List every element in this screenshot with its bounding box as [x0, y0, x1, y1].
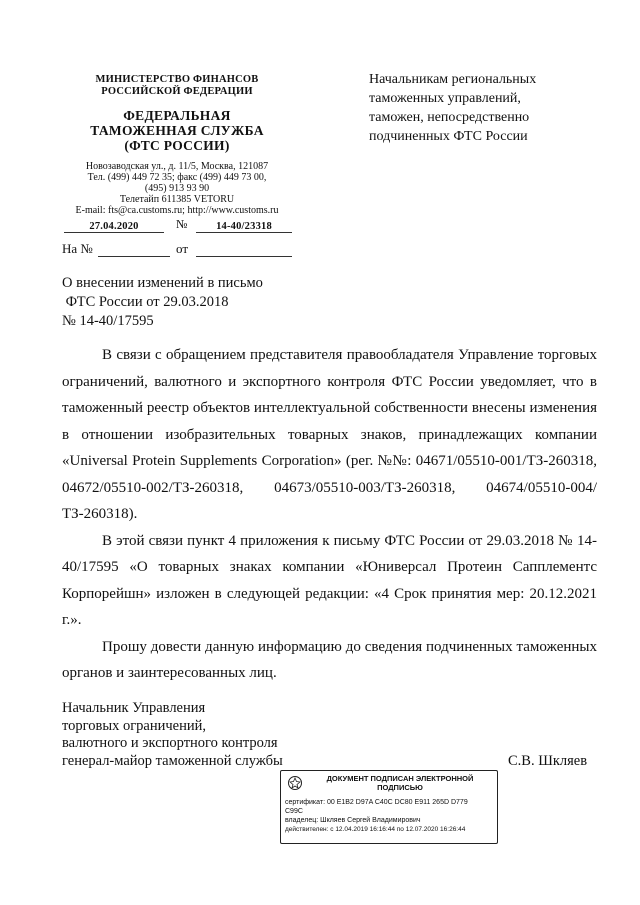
stamp-validity: действителен: с 12.04.2019 16:16:44 по 12.07.2020 16:26:44	[285, 826, 466, 833]
address-line-1: Новозаводская ул., д. 11/5, Москва, 121087	[85, 161, 269, 172]
address-line-5: E-mail: fts@ca.customs.ru; http://www.customs.ru	[75, 205, 279, 216]
ref-date-blank	[196, 241, 292, 257]
ref-from-label: от	[176, 241, 189, 256]
recipient-line-1: Начальникам региональных	[369, 72, 537, 87]
ref-number-blank	[98, 241, 170, 257]
subject-line-2: ФТС России от 29.03.2018	[62, 294, 229, 310]
reg-number-field	[196, 216, 292, 233]
reg-date-field	[64, 216, 164, 233]
emblem-icon	[287, 775, 303, 791]
letter-body	[62, 342, 597, 687]
recipient-line-2: таможенных управлений,	[369, 91, 521, 106]
reg-number-label: №	[176, 217, 188, 231]
signature-line-1: Начальник Управления	[62, 700, 206, 716]
service-line-1: ФЕДЕРАЛЬНАЯ	[123, 108, 231, 123]
subject-line-1: О внесении изменений в письмо	[62, 275, 263, 291]
reg-date: 27.04.2020	[89, 221, 139, 232]
signature-line-4: генерал-майор таможенной службы	[62, 752, 283, 769]
stamp-title-line-1: ДОКУМЕНТ ПОДПИСАН ЭЛЕКТРОННОЙ	[326, 774, 474, 783]
stamp-certificate-cont: C99C	[285, 808, 303, 815]
stamp-owner: владелец: Шкляев Сергей Владимирович	[285, 817, 421, 824]
service-line-3: (ФТС РОССИИ)	[124, 138, 230, 153]
recipient-line-4: подчиненных ФТС России	[369, 129, 528, 144]
address-line-2: Тел. (499) 449 72 35; факс (499) 449 73 00,	[87, 172, 267, 183]
ministry-line-1: МИНИСТЕРСТВО ФИНАНСОВ	[95, 74, 259, 85]
body-paragraph-3: Прошу довести данную информацию до сведения подчиненных таможенных органов и заинтересованных лиц.	[62, 638, 597, 681]
signature-line-2: торговых ограничений,	[62, 717, 206, 734]
subject-line-3: № 14-40/17595	[62, 313, 154, 329]
signature-line-3: валютного и экспортного контроля	[62, 735, 278, 751]
e-signature-stamp	[280, 770, 498, 844]
body-paragraph-2: В этой связи пункт 4 приложения к письму ФТС России от 29.03.2018 № 14-40/17595 «О товарных знаках компании «Юниверсал Протеин Сапплементс Корпорейшн» изложен в следующей редакции: «4 Срок принятия мер: 20.12.2021 г.».	[62, 532, 597, 628]
recipient-block	[369, 70, 609, 146]
recipient-line-3: таможен, непосредственно	[369, 110, 530, 125]
signature-block	[62, 700, 322, 770]
address-line-3: (495) 913 93 90	[144, 183, 210, 194]
stamp-title-line-2: ПОДПИСЬЮ	[377, 783, 423, 792]
sender-header	[62, 74, 292, 216]
ministry-line-2: РОССИЙСКОЙ ФЕДЕРАЦИИ	[101, 86, 253, 97]
ref-label: На №	[62, 241, 93, 256]
signatory-name: С.В. Шкляев	[508, 753, 588, 769]
reg-number: 14-40/23318	[216, 221, 272, 232]
subject-block	[62, 274, 362, 331]
stamp-certificate: сертификат: 00 E1B2 D97A C40C DC80 E911 265D D779	[285, 799, 468, 806]
service-line-2: ТАМОЖЕННАЯ СЛУЖБА	[90, 123, 264, 138]
body-paragraph-1: В связи с обращением представителя правообладателя Управление торговых ограничений, валютного и экспортного контроля ФТС России уведомляет, что в таможенный реестр объектов интеллектуальной собственности внесены изменения в отношении изобразительных товарных знаков, принадлежащих компании «Universal Protein Supplements Corporation» (рег. №№: 04671/05510-001/ТЗ-260318, 04672/05510-002/ТЗ-260318, 04673/05510-003/ТЗ-260318, 04674/05510-004/ТЗ-260318).	[62, 347, 597, 522]
address-line-4: Телетайп 611385 VETORU	[119, 194, 235, 205]
